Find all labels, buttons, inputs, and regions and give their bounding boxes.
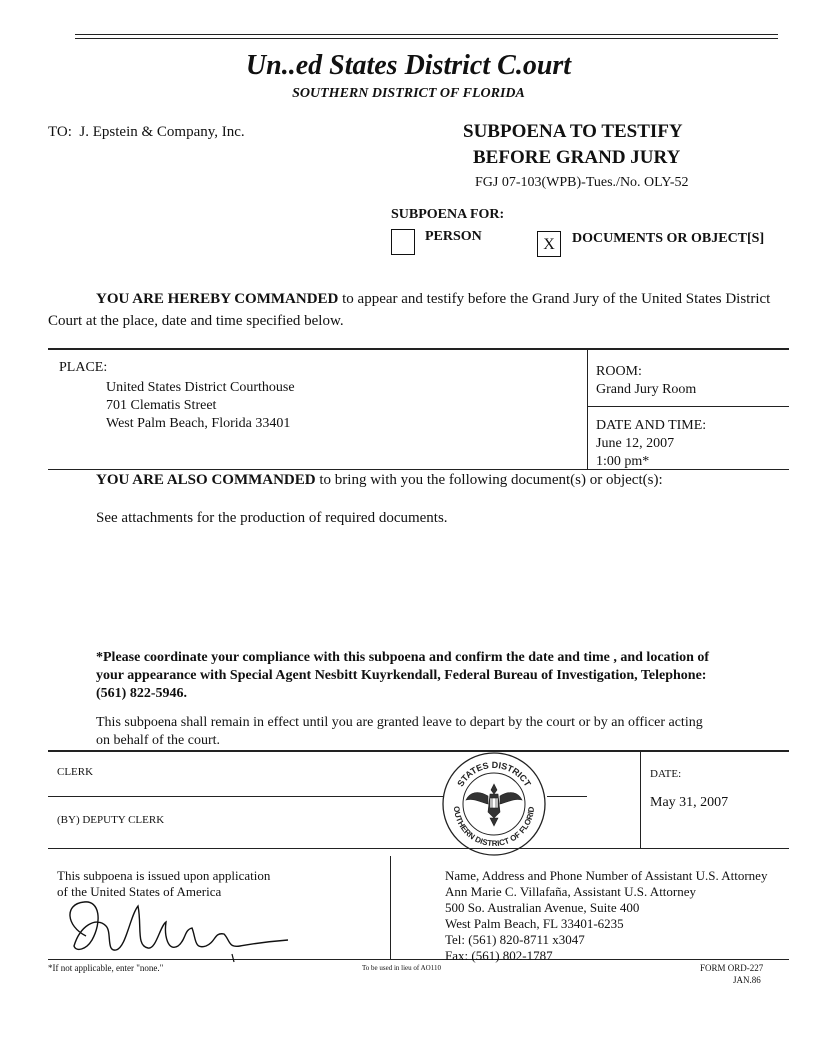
effect-line-2: on behalf of the court. [96, 733, 221, 748]
room-bottom-rule [587, 406, 789, 407]
command-line-2: Court at the place, date and time specified below. [48, 313, 344, 329]
to-label: TO: [48, 124, 72, 140]
seal-bottom-text: OUTHERN DISTRICT OF FLORID [451, 805, 537, 849]
clerk-top-rule [48, 750, 789, 752]
documents-label: DOCUMENTS OR OBJECT[S] [572, 231, 765, 246]
subpoena-title-2: BEFORE GRAND JURY [473, 147, 681, 168]
subpoena-title-1: SUBPOENA TO TESTIFY [463, 121, 683, 142]
clerk-mid-rule [48, 796, 443, 797]
attachments-text: See attachments for the production of required documents. [96, 510, 448, 526]
issued-line-1: This subpoena is issued upon application [57, 868, 271, 883]
attorney-address-2: West Palm Beach, FL 33401-6235 [445, 916, 624, 931]
also-rest: to bring with you the following document(s) or object(s): [319, 472, 663, 488]
table-divider [587, 350, 588, 469]
attorney-heading: Name, Address and Phone Number of Assistant U.S. Attorney [445, 868, 768, 883]
clerk-bottom-rule [48, 848, 789, 849]
seal-icon [440, 750, 548, 858]
command-lead: YOU ARE HEREBY COMMANDED [96, 291, 339, 307]
attorney-address-1: 500 So. Australian Avenue, Suite 400 [445, 900, 640, 915]
seal-top-text: STATES DISTRICT [455, 759, 533, 789]
also-commanded [96, 472, 663, 489]
command-rest: to appear and testify before the Grand Jury of the United States District [342, 291, 771, 307]
notice-line-3: (561) 822-5946. [96, 686, 187, 701]
footnote: *If not applicable, enter "none." [48, 963, 164, 973]
command-line-1 [96, 291, 770, 308]
top-rule-1 [75, 34, 778, 35]
person-checkbox[interactable] [391, 229, 415, 255]
date-label: DATE: [650, 768, 682, 780]
table-bottom-rule [48, 469, 789, 470]
clerk-date-value: May 31, 2007 [650, 795, 729, 810]
notice-line-1: *Please coordinate your compliance with this subpoena and confirm the date and time , and location of [96, 650, 710, 665]
date-value: June 12, 2007 [596, 436, 675, 451]
table-top-rule [48, 348, 789, 350]
documents-checkbox[interactable]: X [537, 231, 561, 257]
issued-line-2: of the United States of America [57, 884, 222, 899]
court-seal [440, 750, 548, 858]
top-rule-2 [75, 38, 778, 39]
place-line-1: United States District Courthouse [106, 380, 295, 395]
notice-line-2: your appearance with Special Agent Nesbitt Kuyrkendall, Federal Bureau of Investigation, Telephone: [96, 668, 707, 683]
time-value: 1:00 pm* [596, 454, 650, 469]
bottom-divider [390, 856, 391, 960]
attorney-signature [56, 896, 316, 966]
attorney-fax: Fax: (561) 802-1787 [445, 948, 553, 963]
place-line-2: 701 Clematis Street [106, 398, 217, 413]
recipient: J. Epstein & Company, Inc. [79, 124, 245, 140]
room-value: Grand Jury Room [596, 382, 697, 397]
attorney-name: Ann Marie C. Villafaña, Assistant U.S. Attorney [445, 884, 697, 899]
clerk-mid-rule-right [547, 796, 587, 797]
clerk-divider [640, 752, 641, 848]
deputy-clerk-label: (BY) DEPUTY CLERK [57, 814, 165, 826]
clerk-label: CLERK [57, 766, 94, 778]
lieu-note: To be used in lieu of AO110 [362, 964, 441, 972]
effect-line-1: This subpoena shall remain in effect until you are granted leave to depart by the court or by an officer acting [96, 715, 703, 730]
also-lead: YOU ARE ALSO COMMANDED [96, 472, 316, 488]
room-label: ROOM: [596, 364, 642, 379]
court-subtitle: SOUTHERN DISTRICT OF FLORIDA [292, 86, 525, 101]
attorney-tel: Tel: (561) 820-8711 x3047 [445, 932, 585, 947]
place-line-3: West Palm Beach, Florida 33401 [106, 416, 291, 431]
subpoena-for-label: SUBPOENA FOR: [391, 207, 505, 222]
court-title: Un..ed States District C.ourt [245, 50, 572, 81]
form-number: FORM ORD-227 [700, 963, 764, 973]
place-label: PLACE: [59, 360, 108, 375]
person-label: PERSON [425, 229, 482, 244]
to-line [48, 124, 245, 141]
case-number: FGJ 07-103(WPB)-Tues./No. OLY-52 [475, 175, 689, 190]
form-date: JAN.86 [733, 975, 761, 985]
datetime-label: DATE AND TIME: [596, 418, 707, 433]
